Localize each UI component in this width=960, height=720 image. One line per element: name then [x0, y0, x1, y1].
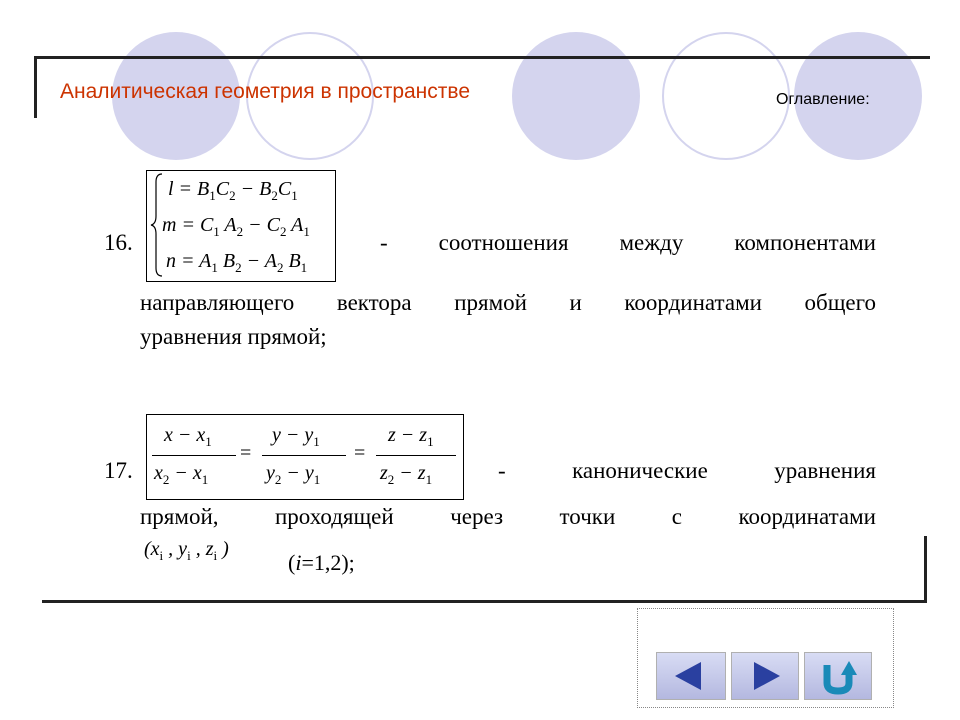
formula-17-den-y: $y_2 - y_1$ [266, 462, 321, 487]
formula-17-num-z: $z - z_1$ [388, 424, 434, 449]
formula-16-m: $m = C_1$ $A_2 - C_2$ $A_1$ [162, 214, 310, 239]
item-16-number: 16. [104, 230, 133, 255]
next-arrow-icon [732, 653, 798, 699]
prev-arrow-icon [657, 653, 725, 699]
return-icon [805, 653, 871, 699]
decor-circle-3 [512, 32, 640, 160]
decor-circle-4 [662, 32, 790, 160]
frame-bottom-line [42, 600, 927, 603]
formula-16-l: $l = B_1C_2 - B_2C_1$ [168, 178, 298, 203]
frac-line-x [152, 455, 236, 456]
item-17-coords: ($x_i$ , $y_i$ , $z_i$ ) [144, 538, 229, 563]
item-17-number: 17. [104, 458, 133, 483]
formula-17-den-x: $x_2 - x_1$ [154, 462, 209, 487]
item-16-tail: - соотношения между компонентами [380, 230, 876, 255]
formula-17-eq2: = [354, 442, 366, 464]
frame-right-line [924, 536, 927, 602]
item-17-tail: - канонические уравнения [498, 458, 876, 483]
slide-title: Аналитическая геометрия в пространстве [60, 80, 470, 103]
frac-line-y [262, 455, 346, 456]
return-button[interactable] [804, 652, 872, 700]
formula-17-eq1: = [240, 442, 252, 464]
item-17-index-note: (i=1,2); [288, 550, 355, 575]
frame-top-line [34, 56, 930, 59]
item-16-line2: направляющего вектора прямой и координатами общего [140, 290, 876, 315]
frame-left-line [34, 56, 37, 118]
formula-17-den-z: $z_2 - z_1$ [380, 462, 433, 487]
frac-line-z [376, 455, 456, 456]
formula-17-num-x: $x - x_1$ [164, 424, 212, 449]
formula-16-n: $n = A_1$ $B_2 - A_2$ $B_1$ [166, 250, 308, 275]
item-16-line3: уравнения прямой; [140, 324, 327, 349]
toc-link[interactable]: Оглавление: [776, 91, 870, 108]
prev-button[interactable] [656, 652, 726, 700]
next-button[interactable] [731, 652, 799, 700]
item-17-line2: прямой, проходящей через точки с координатами [140, 504, 876, 529]
formula-17-num-y: $y - y_1$ [272, 424, 320, 449]
